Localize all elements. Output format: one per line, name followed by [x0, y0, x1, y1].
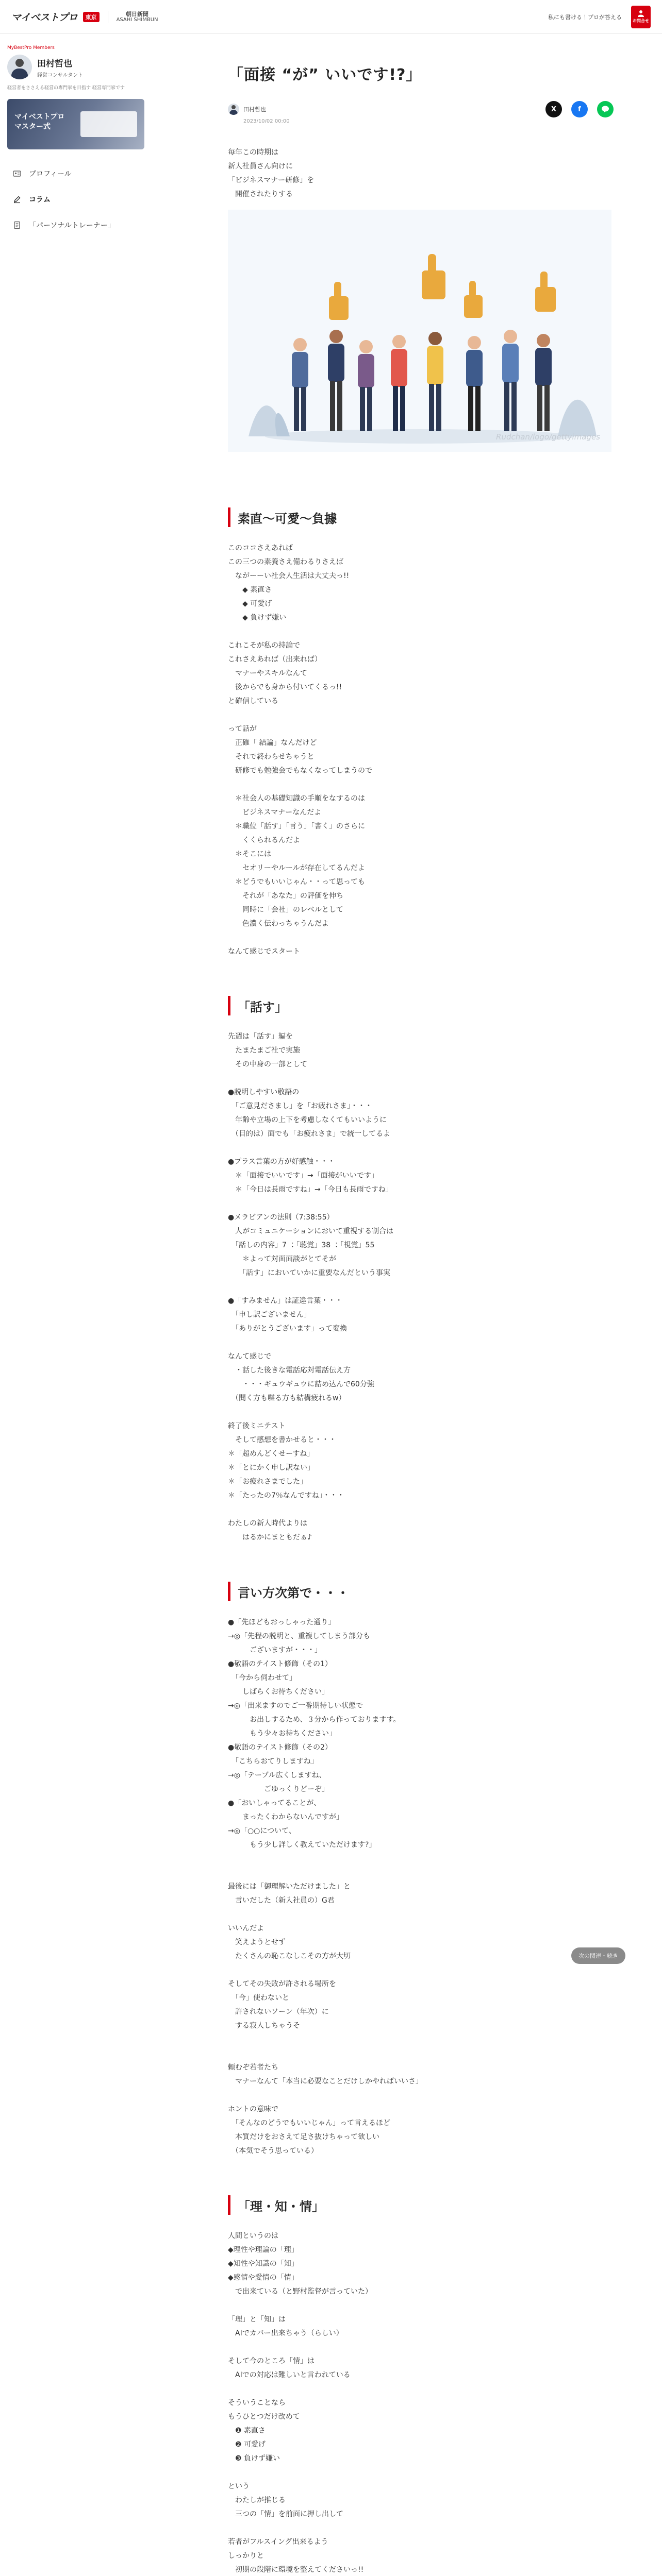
sidebar-item-label: コラム: [29, 196, 51, 204]
avatar: [228, 104, 239, 115]
section-body: このココさえあれば この三つの素養さえ備わるりさえば ながーーい社会人生活は大丈夫っ!! ◆ 素直さ ◆ 可愛げ ◆ 負けず嫌い これこそが私の持論で これさえあれば（出来れば） マナーやスキルなんて 後からでも身から付いてくるっ!! と確信している って話が 正確「 結論」なんだけど それで終わらせちゃうと 研修でも勉強会でもなくなってしまうので ＊社会人の基礎知識の手順をなするのは ビジネスマナーなんだよ ＊職位「話す」「言う」「書く」のさらに くくられるんだよ ＊そこには セオリーやルールが存在してるんだよ ＊どうでもいいじゃん・・って思っても それが「あなた」の評価を伸ち 同時に「会社」のレベルとして 色濃く伝わっちゃうんだよ なんて感じでスタート: [228, 544, 372, 956]
share-facebook-button[interactable]: [571, 101, 588, 117]
sidebar-item-label: プロフィール: [29, 170, 72, 178]
share-buttons: [545, 101, 614, 117]
partner-name-en: ASAHI SHIMBUN: [116, 16, 158, 23]
avatar: [7, 55, 32, 79]
author-description: 経営者をささえる経営の専門家を目指す 経営専門家です: [7, 86, 125, 91]
author-role: 経営コンサルタント: [37, 72, 84, 78]
site-header: [0, 0, 662, 34]
article-intro: 毎年この時期は 新入社員さん向けに 「ビジネスマナー研修」を 開催されたりする: [228, 148, 315, 198]
sidebar-item-profile[interactable]: [7, 161, 144, 187]
line-icon: [601, 106, 609, 113]
hero-image: [228, 210, 611, 452]
sidebar-author[interactable]: [7, 55, 144, 79]
section-body: 人間というのは ◆理性や理論の「理」 ◆知性や知識の「知」 ◆感情や愛情の「情」 で出来ている（と野村監督が言っていた） 「理」と「知」は AIでカバー出来ちゃう（らしい） そして今のところ「情」は AIでの対応は難しいと言われている そういうことなら もうひとつだけ改めて ❶ 素直さ ❷ 可愛げ ❸ 負けず嫌い という わたしが推じる 三つの「情」を前面に押し出して 若者がフルスイング出来るよう しっかりと 初期の段階に環境を整えてくださいっ!!: [228, 2232, 372, 2574]
user-icon: [12, 169, 22, 178]
partner-name: 朝日新聞: [126, 10, 149, 18]
share-line-button[interactable]: [597, 101, 614, 117]
sidebar-item-column[interactable]: [7, 187, 144, 212]
contact-button-label: お問合せ: [633, 19, 649, 23]
sidebar-item-service[interactable]: [7, 212, 144, 238]
related-chip[interactable]: 次の関連・続き: [571, 1947, 625, 1964]
x-icon: X: [551, 105, 557, 113]
brand-name: マイベストプロ: [11, 12, 78, 23]
promo-banner-title: マイベストプロ マスター式: [14, 113, 65, 131]
byline: [228, 101, 614, 117]
contact-button[interactable]: [631, 6, 651, 28]
pen-icon: [12, 195, 22, 204]
publish-date: 2023/10/02 00:00: [243, 118, 290, 124]
document-icon: [12, 221, 22, 230]
header-link[interactable]: 私にも書ける！プロが答える: [548, 13, 622, 21]
sidebar: [0, 34, 151, 238]
author-name: 田村哲也: [37, 58, 72, 69]
facebook-icon: f: [578, 105, 581, 113]
article: [228, 34, 614, 2576]
promo-banner-graphic: [80, 111, 137, 137]
section-heading: 「理・知・情」: [228, 2195, 614, 2215]
section-heading: 素直〜可愛〜負據: [228, 507, 614, 527]
byline-author[interactable]: 田村哲也: [243, 106, 266, 113]
region-badge: 東京: [83, 12, 100, 22]
sidebar-nav: [7, 161, 144, 238]
image-credit: Rudchan/logo/gettyimages: [496, 432, 600, 442]
sidebar-item-label: 「パーソナルトレーナー」: [29, 222, 115, 230]
promo-banner[interactable]: [7, 99, 144, 149]
share-x-button[interactable]: [545, 101, 562, 117]
section-heading: 「話す」: [228, 996, 614, 1015]
partner-logo: [117, 11, 158, 23]
members-tag: MyBestPro Members: [7, 45, 55, 50]
brand-logo[interactable]: [11, 10, 158, 24]
section-body: ●「先ほどもおっしゃった通り」 →◎「先程の説明と、重複してしまう部分も ございますが・・・」 ●敬語のテイスト修飾（その1） 「今から伺わせて」 しばらくお待ちください」 →◎「出来ますのでご一番期待しい状態で お出しするため、３分から作っておりますす。 もう少々お待ちください」 ●敬語のテイスト修飾（その2） 「こちらおてりしますね」 →◎「テーブル広くしますね、 ごゆっくりどーぞ」 ●「おいしゃってることが、 まったくわからないんですが」 →◎「○○について、 もう少し詳しく教えていただけます?」 最後には「御理解いただけました」と 言いだした（新入社員の）G君 いいんだよ 笑えようとせず たくさんの恥こなしこその方が大切 そしてその失敗が許される場所を 「今」使わないと 許されないソーン（年次）に する寂人しちゃうそ 頼むぞ若者たち マナーなんて「本当に必要なことだけしかやればいいさ」 ホントの意味で 「そんなのどうでもいいじゃん」って言えるほど 本質だけをおさえて足さ抜けちゃって欲しい （本気でそう思っている）: [228, 1618, 423, 2155]
business-team-thumbs-up-illustration: [228, 210, 611, 452]
person-icon: [637, 10, 644, 17]
section-body: 先週は「話す」編を たまたまご社で実施 その中身の一部として ●説明しやすい敬語の 「ご意見ださまし」を「お疲れさま」・・・ 年齢や立場の上下を考慮しなくてもいいように （目的は）面でも「お疲れさま」で統一してるよ ●プラス言葉の方が好感触・・・ ＊「面接でいいです」→「面接がいいです」 ＊「今日は長雨ですね」→「今日も長雨ですね」 ●メラビアンの法則（7:38:55） 人がコミュニケーションにおいて重視する割合は 「話しの内容」7 ：「聴覚」38 ：「視覚」55 ＊よって対面面談がとてそが 「話す」においていかに重要なんだという事実 ●「すみません」は証違言葉・・・ 「申し訳ございません」 「ありがとうございます」って変換 なんて感じで ・話した後きな電話応対電話伝え方 ・・・ギュウギュウに詰め込んで60分強 （聞く方も喋る方も結構疲れるw） 終了後ミニテスト そして感想を書かせると・・・ ＊「超めんどくせーすね」 ＊「とにかく申し訳ない」 ＊「お疲れさまでした」 ＊「たったの7％なんですね」・・・ わたしの新入時代よりは はるかにまともだぁ♪: [228, 1032, 394, 1541]
page-title: 「面接 “が” いいです!?」: [228, 66, 422, 84]
section-heading: 言い方次第で・・・: [228, 1582, 614, 1601]
